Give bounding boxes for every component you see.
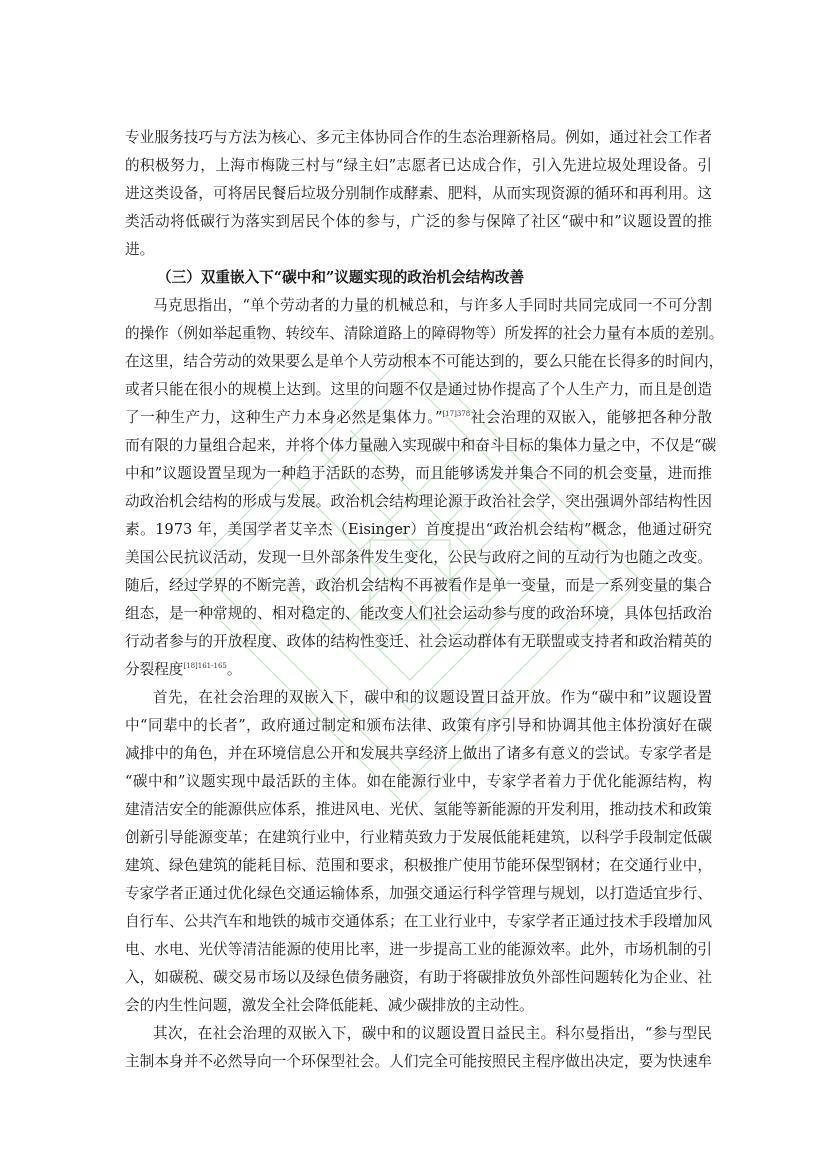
paragraph-line: 建筑、绿色建筑的能耗目标、范围和要求，积极推广使用节能环保型钢材；在交通行业中， bbox=[125, 857, 712, 874]
paragraph-line: 的操作（例如举起重物、转绞车、清除道路上的障碍物等）所发挥的社会力量有本质的差别。 bbox=[125, 325, 724, 342]
paragraph-line: 主制本身并不必然导向一个环保型社会。人们完全可能按照民主程序做出决定，要为快速牟 bbox=[125, 1053, 712, 1070]
paragraph-line: 的积极努力，上海市梅陇三村与“绿主妇”志愿者已达成合作，引入先进垃圾处理设备。引 bbox=[125, 157, 712, 174]
paragraph-line: 随后，经过学界的不断完善，政治机会结构不再被看作是单一变量，而是一系列变量的集合 bbox=[125, 577, 712, 594]
paragraph-line: 或者只能在很小的规模上达到。这里的问题不仅是通过协作提高了个人生产力，而且是创造 bbox=[125, 381, 712, 398]
paragraph-line: 行动者参与的开放程度、政体的结构性变迁、社会运动群体有无联盟或支持者和政治精英的 bbox=[125, 633, 712, 650]
paragraph-line: 专家学者正通过优化绿色交通运输体系，加强交通运行科学管理与规划，以打造适宜步行、 bbox=[125, 885, 712, 902]
line-text: 了一种生产力，这种生产力本身必然是集体力。” bbox=[125, 409, 443, 426]
paragraph-line: 自行车、公共汽车和地铁的城市交通体系；在工业行业中，专家学者正通过技术手段增加风 bbox=[125, 913, 712, 930]
paragraph-line: 动政治机会结构的形成与发展。政治机会结构理论源于政治社会学，突出强调外部结构性因 bbox=[125, 493, 712, 510]
paragraph-line: 中和”议题设置呈现为一种趋于活跃的态势，而且能够诱发并集合不同的机会变量，进而推 bbox=[125, 465, 712, 482]
paragraph-line: 马克思指出，“单个劳动者的力量的机械总和，与许多人手同时共同完成同一不可分割 bbox=[153, 297, 712, 314]
paragraph-line: 创新引导能源变革；在建筑行业中，行业精英致力于发展低能耗建筑，以科学手段制定低碳 bbox=[125, 829, 712, 846]
citation-superscript: [18]161-165 bbox=[183, 662, 227, 670]
paragraph-line: 类活动将低碳行为落实到居民个体的参与，广泛的参与保障了社区“碳中和”议题设置的推 bbox=[125, 213, 712, 230]
paragraph-line: 会的内生性问题，激发全社会降低能耗、减少碳排放的主动性。 bbox=[125, 997, 534, 1014]
paragraph-line: 进这类设备，可将居民餐后垃圾分别制作成酵素、肥料，从而实现资源的循环和再利用。这 bbox=[125, 185, 712, 202]
line-text: 社会治理的双嵌入，能够把各种分散 bbox=[470, 409, 712, 426]
line-text: 分裂程度 bbox=[125, 661, 184, 678]
paragraph-line: 入，如碳税、碳交易市场以及绿色债务融资，有助于将碳排放负外部性问题转化为企业、社 bbox=[125, 969, 712, 986]
paragraph-line: 而有限的力量组合起来，并将个体力量融入实现碳中和奋斗目标的集体力量之中，不仅是“碳 bbox=[125, 437, 717, 454]
paragraph-line: 在这里，结合劳动的效果要么是单个人劳动根本不可能达到的，要么只能在长得多的时间内， bbox=[125, 353, 724, 370]
paragraph-line: 美国公民抗议活动，发现一旦外部条件发生变化，公民与政府之间的互动行为也随之改变。 bbox=[125, 549, 712, 566]
paragraph-line: 减排中的角色，并在环境信息公开和发展共享经济上做出了诸多有意义的尝试。专家学者是 bbox=[125, 745, 712, 762]
document-body bbox=[125, 124, 724, 1076]
paragraph-line: 素。1973 年，美国学者艾辛杰（Eisinger）首度提出“政治机会结构”概念，他通过研究 bbox=[125, 521, 712, 538]
paragraph-line: 进。 bbox=[125, 241, 155, 258]
paragraph-line: 首先，在社会治理的双嵌入下，碳中和的议题设置日益开放。作为“碳中和”议题设置 bbox=[153, 689, 712, 706]
paragraph-line: 建清洁安全的能源供应体系，推进风电、光伏、氢能等新能源的开发利用，推动技术和政策 bbox=[125, 801, 712, 818]
paragraph-line: 中“同辈中的长者”，政府通过制定和颁布法律、政策有序引导和协调其他主体扮演好在碳 bbox=[125, 717, 712, 734]
citation-superscript: [17]378 bbox=[442, 410, 471, 418]
paragraph-line: “碳中和”议题实现中最活跃的主体。如在能源行业中，专家学者着力于优化能源结构，构 bbox=[125, 773, 712, 790]
paragraph-line: 组态，是一种常规的、相对稳定的、能改变人们社会运动参与度的政治环境，具体包括政治 bbox=[125, 605, 712, 622]
paragraph-line bbox=[125, 656, 712, 684]
paragraph-line bbox=[125, 404, 712, 432]
paragraph-line: 其次，在社会治理的双嵌入下，碳中和的议题设置日益民主。科尔曼指出，“参与型民 bbox=[153, 1025, 712, 1042]
paragraph-line: 电、水电、光伏等清洁能源的使用比率，进一步提高工业的能源效率。此外，市场机制的引 bbox=[125, 941, 712, 958]
line-text: 。 bbox=[226, 661, 242, 678]
section-heading: （三）双重嵌入下“碳中和”议题实现的政治机会结构改善 bbox=[157, 269, 525, 286]
paragraph-line: 专业服务技巧与方法为核心、多元主体协同合作的生态治理新格局。例如，通过社会工作者 bbox=[125, 129, 712, 146]
